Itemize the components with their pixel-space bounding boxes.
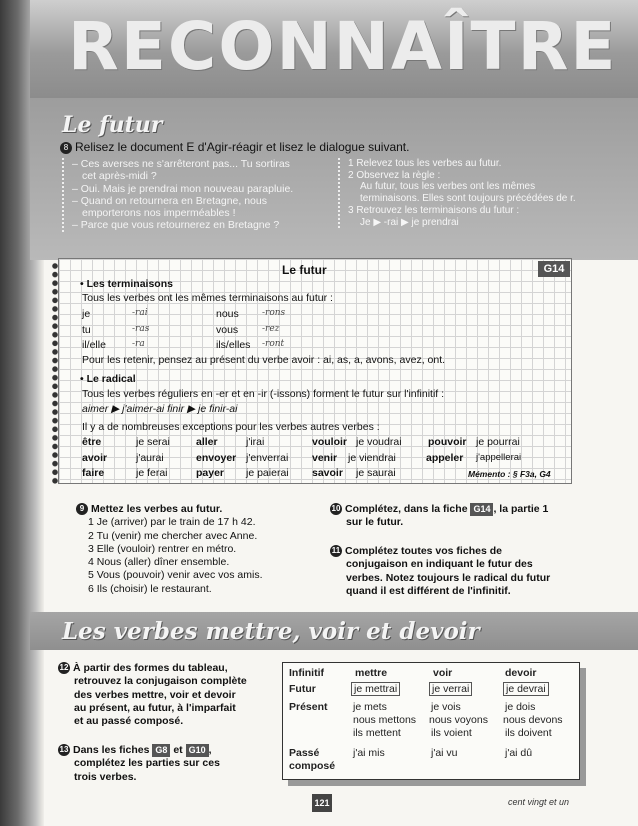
table-cell: je mets xyxy=(353,701,387,713)
exc-form: je serai xyxy=(136,436,170,448)
exercise-title: Mettez les verbes au futur. xyxy=(91,503,223,515)
exc-form: je voudrai xyxy=(356,436,402,448)
step: 2 Observez la règle : xyxy=(348,169,441,181)
terminaisons-text: Tous les verbes ont les mêmes terminaisons au futur : xyxy=(82,292,333,304)
exercise-9 xyxy=(76,503,263,596)
ending: -ras xyxy=(132,324,150,334)
exercise-text: des verbes mettre, voir et devoir xyxy=(74,688,236,701)
exercise-text: , la partie 1 xyxy=(493,503,549,515)
step: Je ▶ -rai ▶ je prendrai xyxy=(360,216,459,228)
exc-form: je pourrai xyxy=(476,436,520,448)
table-cell: je verrai xyxy=(429,682,472,696)
exc-form: j'aurai xyxy=(136,452,164,464)
exc-verb: payer xyxy=(196,467,225,479)
exercise-number: 9 xyxy=(76,503,88,515)
exercise-item: 6 Ils (choisir) le restaurant. xyxy=(88,582,212,595)
instruction-text: Relisez le document E d'Agir-réagir et lisez le dialogue suivant. xyxy=(75,140,410,154)
table-header: mettre xyxy=(355,667,388,679)
exercise-text: et xyxy=(173,744,183,756)
exc-verb: aller xyxy=(196,436,218,448)
exercise-text: et au passé composé. xyxy=(74,715,184,728)
fiche-badge: G10 xyxy=(186,744,209,757)
conjugation-table xyxy=(282,662,580,780)
dialogue-line: emporterons nos imperméables ! xyxy=(82,207,236,220)
ending: -rons xyxy=(262,308,286,318)
exc-verb: faire xyxy=(82,467,105,479)
exercise-text: complétez les parties sur ces xyxy=(74,757,220,770)
exc-verb: appeler xyxy=(426,452,464,464)
radical-text: Tous les verbes réguliers en -er et en -ir (-issons) forment le futur sur l'infinitif : xyxy=(82,388,445,400)
grammar-box-title: Le futur xyxy=(282,263,327,277)
exercise-number: 12 xyxy=(59,663,69,672)
exc-verb: venir xyxy=(312,452,338,464)
exc-form: je ferai xyxy=(136,467,168,479)
table-header: Infinitif xyxy=(289,667,324,679)
terminaisons-heading: • Les terminaisons xyxy=(80,278,173,290)
ending: -ront xyxy=(262,339,285,349)
step: terminaisons. Elles sont toujours précédées de r. xyxy=(360,193,576,205)
table-cell: nous devons xyxy=(503,714,563,726)
section1-title: Le futur xyxy=(62,112,163,138)
instruction-8 xyxy=(60,140,409,154)
exc-verb: pouvoir xyxy=(428,436,467,448)
table-cell: ils mettent xyxy=(353,727,401,739)
spiral-binding xyxy=(48,262,62,484)
table-cell: ils voient xyxy=(431,727,472,739)
page-number-text: cent vingt et un xyxy=(508,797,570,807)
exercise-number: 8 xyxy=(60,142,72,154)
row-label-passe: Passé composé xyxy=(289,747,336,772)
exercise-text: conjugaison en indiquant le futur des xyxy=(346,558,533,571)
exc-verb: avoir xyxy=(82,452,108,464)
pronoun: je xyxy=(82,308,91,320)
dialogue-line: – Parce que vous retournerez en Bretagne ? xyxy=(72,219,280,232)
exercise-text: au présent, au futur, à l'imparfait xyxy=(74,701,236,714)
exercise-item: 1 Je (arriver) par le train de 17 h 42. xyxy=(88,516,256,529)
section2-title: Les verbes mettre, voir et devoir xyxy=(62,618,480,645)
ending: -rez xyxy=(262,324,280,334)
exc-verb: vouloir xyxy=(312,436,348,448)
radical-heading: • Le radical xyxy=(80,373,136,385)
grammar-badge: G14 xyxy=(538,261,570,277)
pronoun: tu xyxy=(82,324,91,336)
table-cell: je dois xyxy=(505,701,536,713)
pronoun: vous xyxy=(216,324,239,336)
table-cell: je vois xyxy=(431,701,461,713)
exc-form: j'irai xyxy=(246,436,265,448)
exercise-item: 3 Elle (vouloir) rentrer en métro. xyxy=(88,542,237,555)
exc-verb: être xyxy=(82,436,102,448)
step: 3 Retrouvez les terminaisons du futur : xyxy=(348,204,520,216)
exc-form: je viendrai xyxy=(348,452,396,464)
exercise-10 xyxy=(330,503,548,530)
exc-form: j'enverrai xyxy=(246,452,289,464)
table-cell: je mettrai xyxy=(351,682,400,696)
exercise-item: 2 Tu (venir) me chercher avec Anne. xyxy=(88,529,258,542)
exc-form: je saurai xyxy=(356,467,396,479)
exercise-number: 13 xyxy=(59,745,69,754)
exercise-text: verbes. Notez toujours le radical du futur xyxy=(346,571,551,584)
exercise-item: 5 Vous (pouvoir) venir avec vos amis. xyxy=(88,569,263,582)
radical-examples: aimer ▶ j'aimer-ai finir ▶ je finir-ai xyxy=(82,403,238,415)
title-banner xyxy=(30,0,638,98)
retenir-text: Pour les retenir, pensez au présent du verbe avoir : ai, as, a, avons, avez, ont. xyxy=(82,354,446,366)
pronoun: il/elle xyxy=(82,339,106,351)
exercise-text: quand il est différent de l'infinitif. xyxy=(346,584,511,597)
page-title: RECONNAÎTRE xyxy=(68,8,618,85)
exercise-text: trois verbes. xyxy=(74,770,137,783)
memento: Mémento : § F3a, G4 xyxy=(468,469,551,479)
exercise-text: Complétez toutes vos fiches de xyxy=(345,545,502,557)
exercise-item: 4 Nous (aller) dîner ensemble. xyxy=(88,556,230,569)
exc-verb: savoir xyxy=(312,467,343,479)
ending: -ra xyxy=(132,339,145,349)
fiche-badge: G14 xyxy=(470,503,493,516)
table-cell: j'ai dû xyxy=(505,747,533,759)
exercise-number: 10 xyxy=(331,504,341,513)
steps-list xyxy=(338,158,576,228)
dialogue-line: – Oui. Mais je prendrai mon nouveau parapluie. xyxy=(72,182,294,195)
dialogue-line: – Quand on retournera en Bretagne, nous xyxy=(72,194,267,207)
exercise-text: Dans les fiches xyxy=(73,744,150,756)
exercise-text: retrouvez la conjugaison complète xyxy=(74,675,247,688)
table-header: voir xyxy=(433,667,453,679)
dialogue-line: cet après-midi ? xyxy=(82,170,157,183)
exercise-12 xyxy=(58,662,247,728)
exc-form: je paierai xyxy=(246,467,289,479)
dialogue-line: – Ces averses ne s'arrêteront pas... Tu sortiras xyxy=(72,158,290,170)
exercise-text: sur le futur. xyxy=(346,516,404,529)
exercise-text: Complétez, dans la fiche xyxy=(345,503,468,515)
dialogue xyxy=(62,158,324,232)
table-cell: ils doivent xyxy=(505,727,552,739)
exceptions-text: Il y a de nombreuses exceptions pour les verbes autres verbes : xyxy=(82,421,380,433)
row-label-futur: Futur xyxy=(289,683,316,695)
exercise-11 xyxy=(330,545,550,598)
ending: -rai xyxy=(132,308,148,318)
table-cell: j'ai mis xyxy=(353,747,385,759)
table-cell: nous voyons xyxy=(429,714,488,726)
exercise-text: À partir des formes du tableau, xyxy=(73,662,228,674)
page-number: 121 xyxy=(312,794,332,812)
exercise-number: 11 xyxy=(331,546,341,555)
fiche-badge: G8 xyxy=(152,744,170,757)
pronoun: nous xyxy=(216,308,239,320)
exc-verb: envoyer xyxy=(196,452,237,464)
step: 1 Relevez tous les verbes au futur. xyxy=(348,158,502,169)
pronoun: ils/elles xyxy=(216,339,251,351)
step: Au futur, tous les verbes ont les mêmes xyxy=(360,181,536,193)
exercise-13: 13 Dans les fiches G8 et G10 , complétez les parties sur ces trois verbes. xyxy=(59,744,220,783)
table-cell: nous mettons xyxy=(353,714,417,726)
table-cell: j'ai vu xyxy=(431,747,458,759)
table-cell: je devrai xyxy=(503,682,549,696)
table-header: devoir xyxy=(505,667,537,679)
exc-form: j'appellerai xyxy=(476,452,522,463)
row-label-present: Présent xyxy=(289,701,328,713)
